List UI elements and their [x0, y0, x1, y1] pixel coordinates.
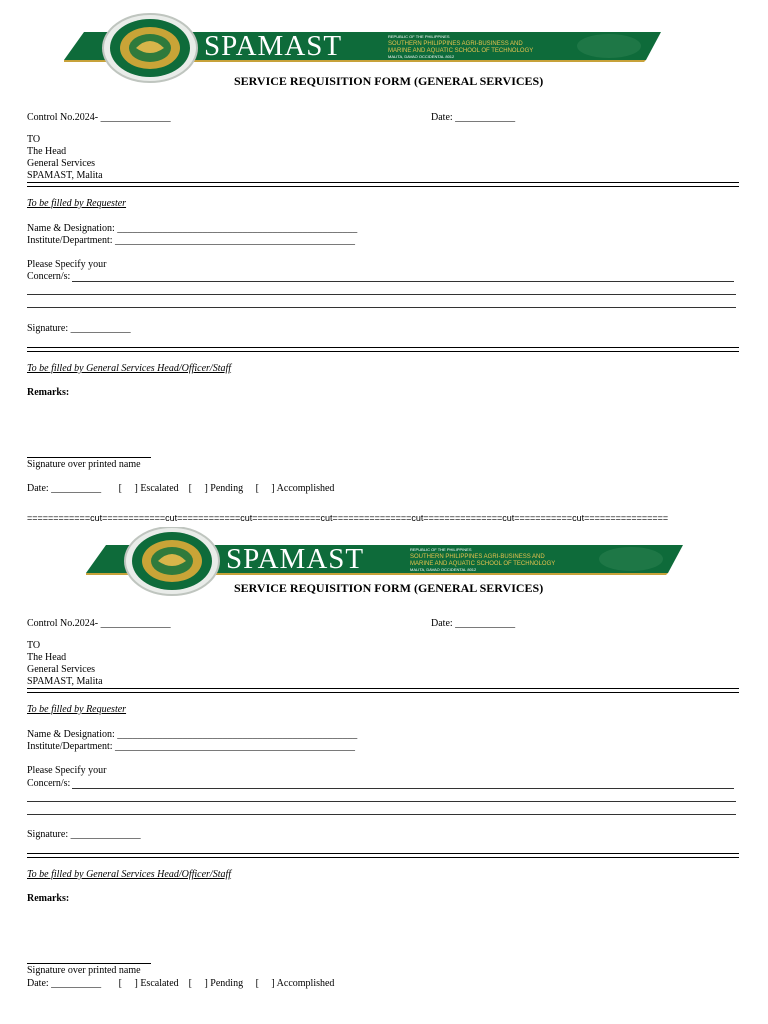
- name-designation-field: Name & Designation: ________________________________________________: [27, 729, 358, 740]
- form-title: SERVICE REQUISITION FORM (GENERAL SERVICES): [234, 74, 544, 88]
- watermark-seal-icon: [577, 34, 641, 58]
- concern-line-3: [27, 307, 736, 308]
- svg-text:MALITA, DAVAO OCCIDENTAL 8012: MALITA, DAVAO OCCIDENTAL 8012: [388, 54, 455, 59]
- recipient-office: General Services: [27, 664, 96, 675]
- signature-field: Signature: ______________: [27, 829, 141, 840]
- signature-printed-name-label: Signature over printed name: [27, 459, 141, 470]
- recipient-office: General Services: [27, 158, 96, 169]
- svg-text:SOUTHERN PHILIPPINES AGRI-BUSI: SOUTHERN PHILIPPINES AGRI-BUSINESS AND: [410, 554, 545, 560]
- control-no-field: Control No.2024- ______________: [27, 112, 171, 123]
- general-services-section-heading: To be filled by General Services Head/Officer/Staff: [27, 363, 232, 374]
- svg-text:MALITA, DAVAO OCCIDENTAL 8012: MALITA, DAVAO OCCIDENTAL 8012: [410, 567, 477, 572]
- signature-line: [27, 457, 151, 458]
- institute-department-field: Institute/Department: ________________________________________________: [27, 235, 356, 246]
- form-title: SERVICE REQUISITION FORM (GENERAL SERVICES): [234, 581, 544, 595]
- date-field: Date: ____________: [431, 112, 516, 123]
- concerns-label: Concern/s:: [27, 271, 71, 282]
- institute-department-field: Institute/Department: ________________________________________________: [27, 741, 356, 752]
- control-no-field: Control No.2024- ______________: [27, 618, 171, 629]
- recipient-location: SPAMAST, Malita: [27, 170, 103, 181]
- recipient-head: The Head: [27, 146, 67, 157]
- svg-text:REPUBLIC OF THE PHILIPPINES: REPUBLIC OF THE PHILIPPINES: [388, 34, 450, 39]
- requester-section-heading: To be filled by Requester: [27, 704, 127, 715]
- requester-section-heading: To be filled by Requester: [27, 198, 127, 209]
- date-status-row: Date: __________ [ ] Escalated [ ] Pending [ ] Accomplished: [27, 483, 335, 494]
- concern-line-1: [72, 788, 734, 789]
- concerns-label: Concern/s:: [27, 778, 71, 789]
- specify-concern-label: Please Specify your: [27, 259, 107, 270]
- cut-line: ============cut============cut============cut=============cut===============cut===============cut===========cut================: [27, 513, 669, 523]
- svg-text:REPUBLIC OF THE PHILIPPINES: REPUBLIC OF THE PHILIPPINES: [410, 547, 472, 552]
- general-services-section-heading: To be filled by General Services Head/Officer/Staff: [27, 869, 232, 880]
- concern-line-1: [72, 281, 734, 282]
- signature-field: Signature: ____________: [27, 323, 131, 334]
- specify-concern-label: Please Specify your: [27, 765, 107, 776]
- watermark-seal-icon: [599, 547, 663, 571]
- name-designation-field: Name & Designation: ________________________________________________: [27, 223, 358, 234]
- signature-printed-name-label: Signature over printed name: [27, 965, 141, 976]
- svg-text:MARINE AND AQUATIC SCHOOL OF T: MARINE AND AQUATIC SCHOOL OF TECHNOLOGY: [388, 48, 534, 54]
- svg-text:MARINE AND AQUATIC SCHOOL OF T: MARINE AND AQUATIC SCHOOL OF TECHNOLOGY: [410, 561, 556, 567]
- concern-line-2: [27, 294, 736, 295]
- remarks-label: Remarks:: [27, 893, 70, 904]
- svg-text:SPAMAST: SPAMAST: [204, 30, 343, 62]
- date-status-row: Date: __________ [ ] Escalated [ ] Pending [ ] Accomplished: [27, 978, 335, 989]
- date-field: Date: ____________: [431, 618, 516, 629]
- divider: [27, 853, 739, 858]
- concern-line-2: [27, 801, 736, 802]
- recipient-location: SPAMAST, Malita: [27, 676, 103, 687]
- signature-line: [27, 963, 151, 964]
- divider: [27, 182, 739, 187]
- to-label: TO: [27, 134, 41, 145]
- svg-text:SPAMAST: SPAMAST: [226, 543, 365, 575]
- to-label: TO: [27, 640, 41, 651]
- recipient-head: The Head: [27, 652, 67, 663]
- concern-line-3: [27, 814, 736, 815]
- divider: [27, 347, 739, 352]
- remarks-label: Remarks:: [27, 387, 70, 398]
- svg-text:SOUTHERN PHILIPPINES AGRI-BUSI: SOUTHERN PHILIPPINES AGRI-BUSINESS AND: [388, 41, 523, 47]
- divider: [27, 688, 739, 693]
